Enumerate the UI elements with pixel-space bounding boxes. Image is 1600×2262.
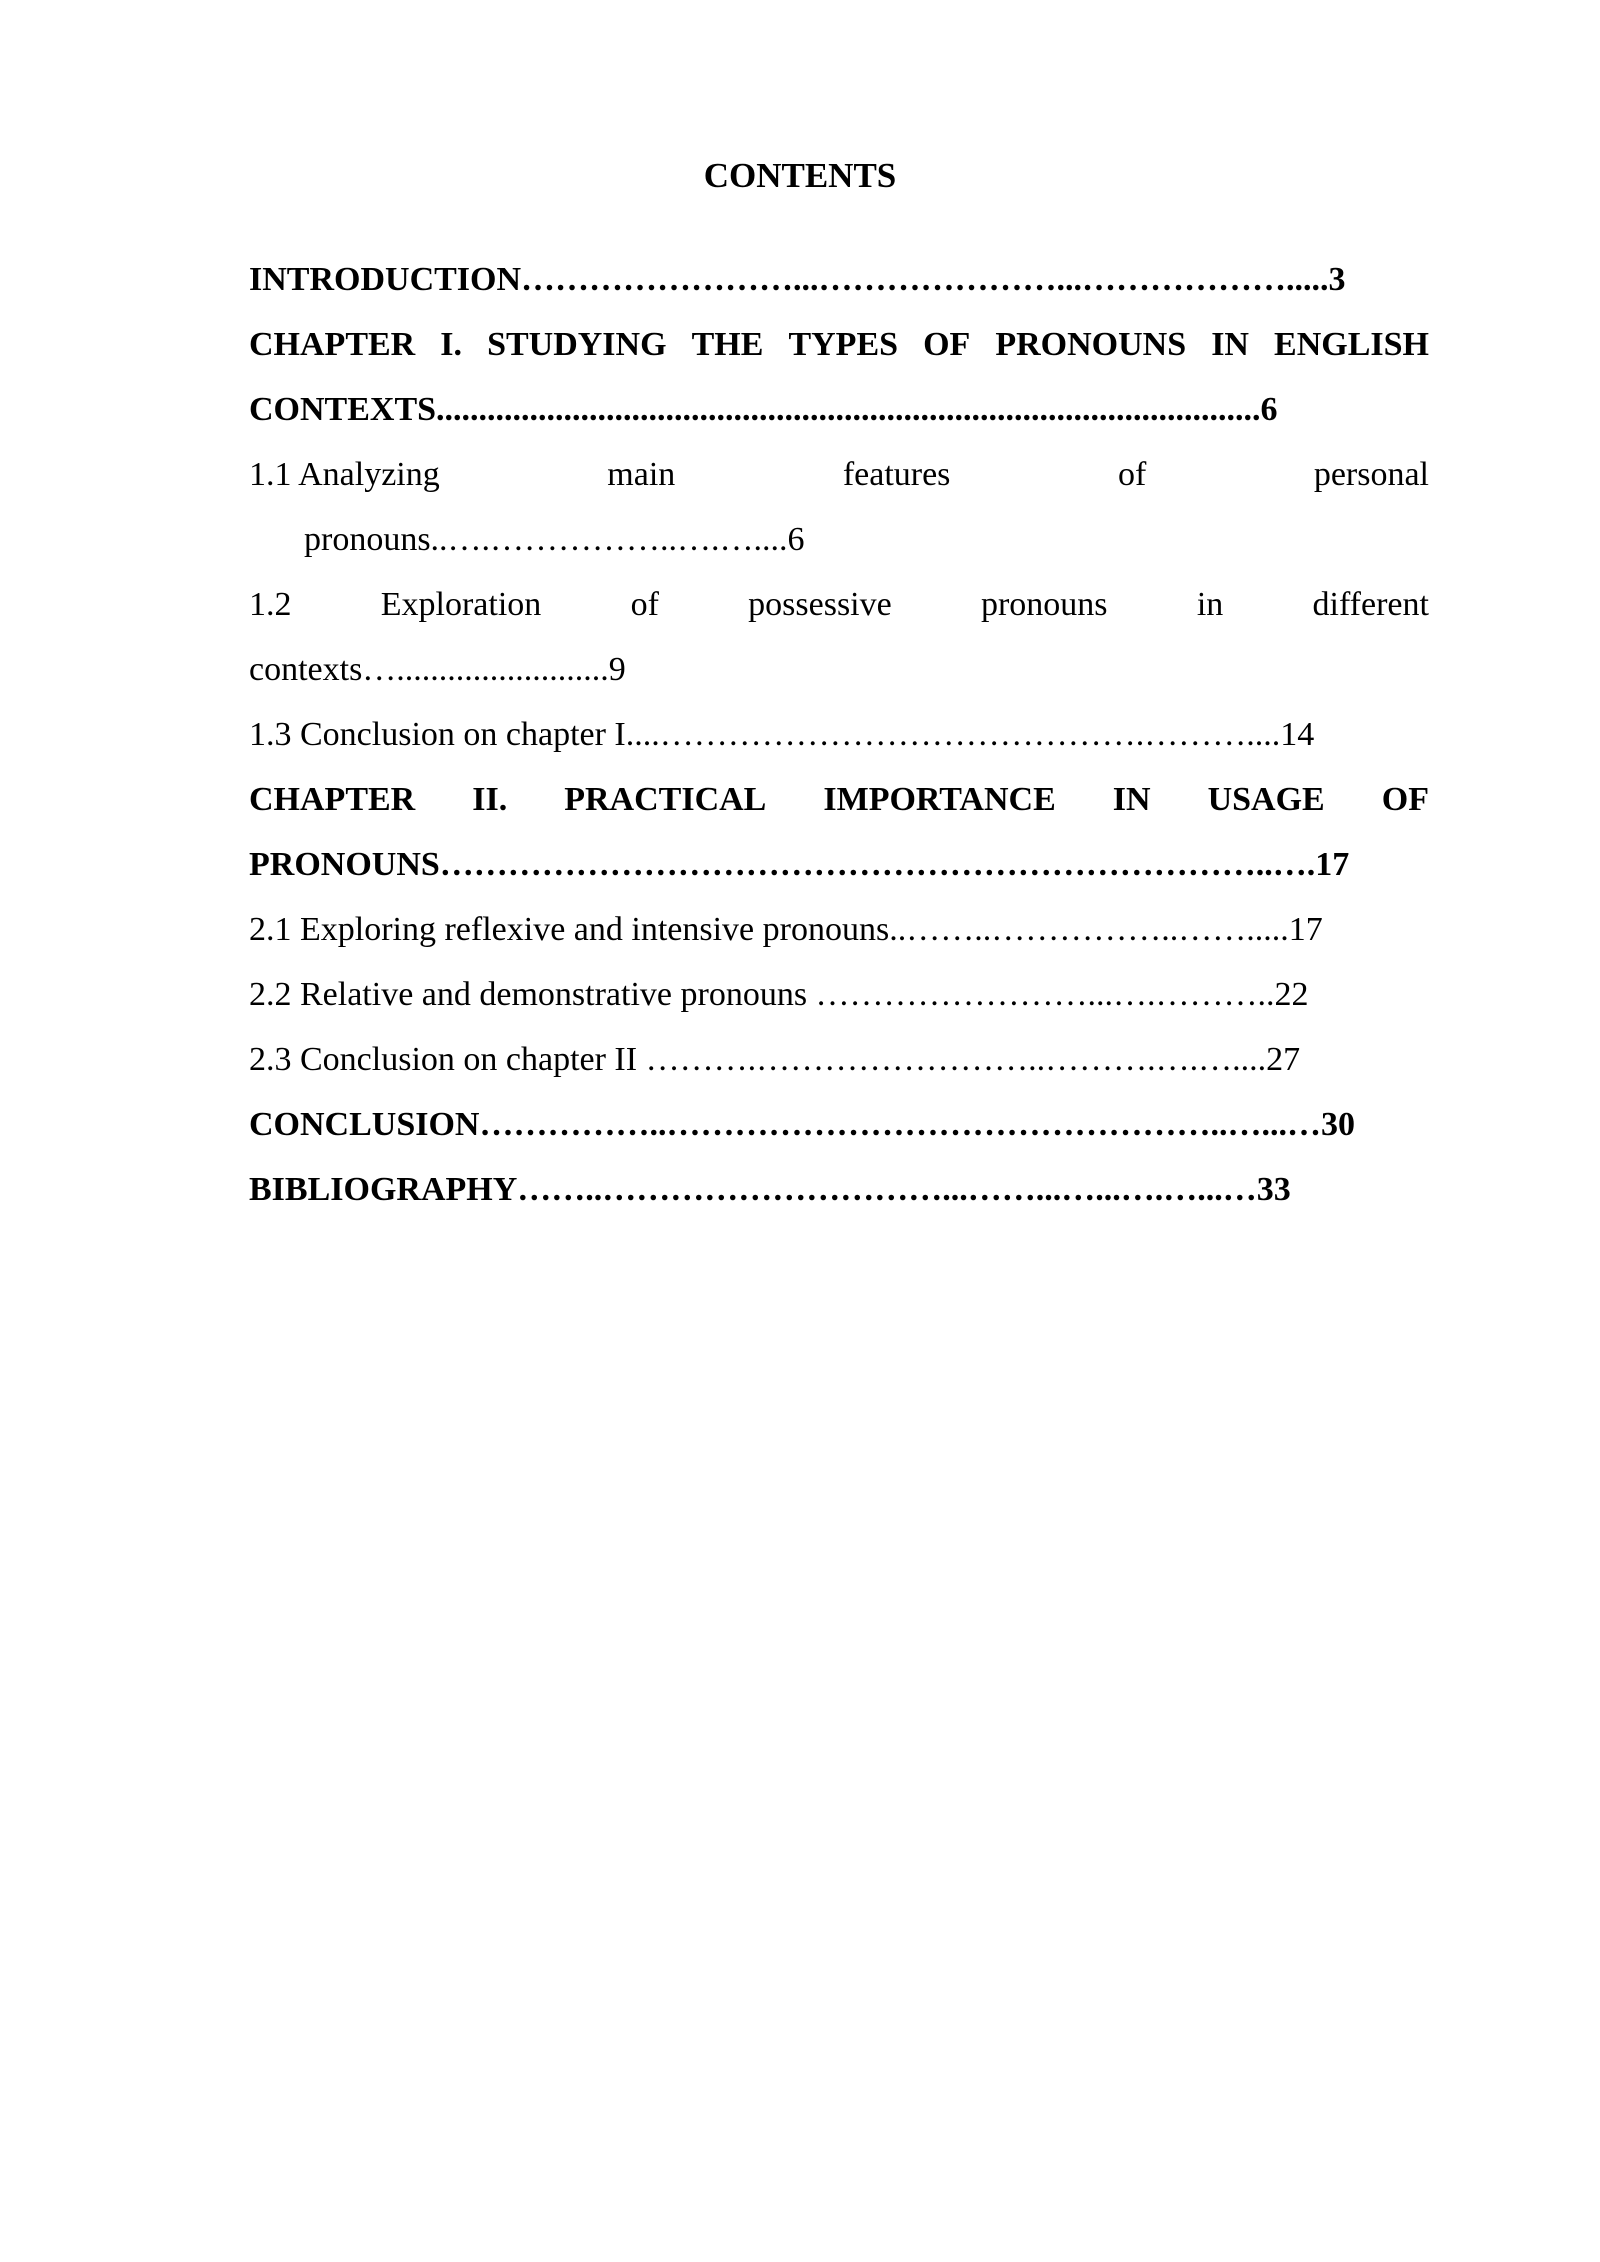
toc-word: PRACTICAL xyxy=(564,781,767,818)
toc-entry-chapter-2-line-1[interactable] xyxy=(249,767,1429,832)
toc-word: possessive xyxy=(748,586,892,623)
toc-word: OF xyxy=(1381,781,1429,818)
toc-word: of xyxy=(630,586,659,623)
toc-word: pronouns xyxy=(980,586,1108,623)
toc-word: CHAPTER xyxy=(249,326,416,363)
toc-entry-1-1-line-1[interactable] xyxy=(249,442,1429,507)
toc-entry-1-1-line-2[interactable]: pronouns..….……………..….…....6 xyxy=(304,521,805,558)
toc-word: ENGLISH xyxy=(1274,326,1429,363)
toc-word: USAGE xyxy=(1207,781,1325,818)
toc-word: features xyxy=(842,456,951,493)
toc-word: IN xyxy=(1112,781,1151,818)
toc-entry-1-2-line-1[interactable] xyxy=(249,572,1429,637)
toc-entry-2-2[interactable]: 2.2 Relative and demonstrative pronouns ……………………...….………..22 xyxy=(249,976,1309,1013)
toc-word: PRONOUNS xyxy=(995,326,1187,363)
toc-word: OF xyxy=(923,326,971,363)
toc-entry-2-1[interactable]: 2.1 Exploring reflexive and intensive pronouns..……..……………..…….....17 xyxy=(249,911,1323,948)
toc-word: Exploration xyxy=(380,586,542,623)
toc-word: IMPORTANCE xyxy=(823,781,1056,818)
toc-word: main xyxy=(607,456,676,493)
toc-entry-conclusion[interactable]: CONCLUSION……………..…………………………………………..…...…30 xyxy=(249,1106,1355,1143)
toc-entry-bibliography[interactable]: BIBLIOGRAPHY……..…………………………...……...…...….…...…33 xyxy=(249,1171,1291,1208)
toc-word: I. xyxy=(440,326,463,363)
toc-word: of xyxy=(1117,456,1147,493)
toc-word: in xyxy=(1196,586,1224,623)
toc-word: 1.1 Analyzing xyxy=(249,456,440,493)
toc-word: THE xyxy=(691,326,764,363)
toc-word: TYPES xyxy=(788,326,899,363)
toc-word: IN xyxy=(1211,326,1249,363)
toc-entry-1-3[interactable]: 1.3 Conclusion on chapter I....…………………………………….………....14 xyxy=(249,716,1315,753)
toc-entry-chapter-1-line-1[interactable] xyxy=(249,312,1429,377)
toc-entry-1-2-line-2[interactable]: contexts….........................9 xyxy=(249,651,626,688)
toc-word: different xyxy=(1312,586,1429,623)
toc-word: personal xyxy=(1313,456,1429,493)
toc-entry-introduction[interactable]: INTRODUCTION……………………...…………………...……………….....3 xyxy=(249,261,1346,298)
table-of-contents xyxy=(249,247,1429,1222)
toc-word: II. xyxy=(472,781,508,818)
toc-entry-2-3[interactable]: 2.3 Conclusion on chapter II ……….……………………..……….….…....27 xyxy=(249,1041,1301,1078)
toc-entry-chapter-1-line-2[interactable]: CONTEXTS.................................................................................................6 xyxy=(249,391,1278,428)
toc-word: CHAPTER xyxy=(249,781,416,818)
toc-word: STUDYING xyxy=(487,326,667,363)
toc-word: 1.2 xyxy=(249,586,292,623)
toc-entry-chapter-2-line-2[interactable]: PRONOUNS………………………………………………………………..….17 xyxy=(249,846,1350,883)
page-title: CONTENTS xyxy=(703,156,897,195)
